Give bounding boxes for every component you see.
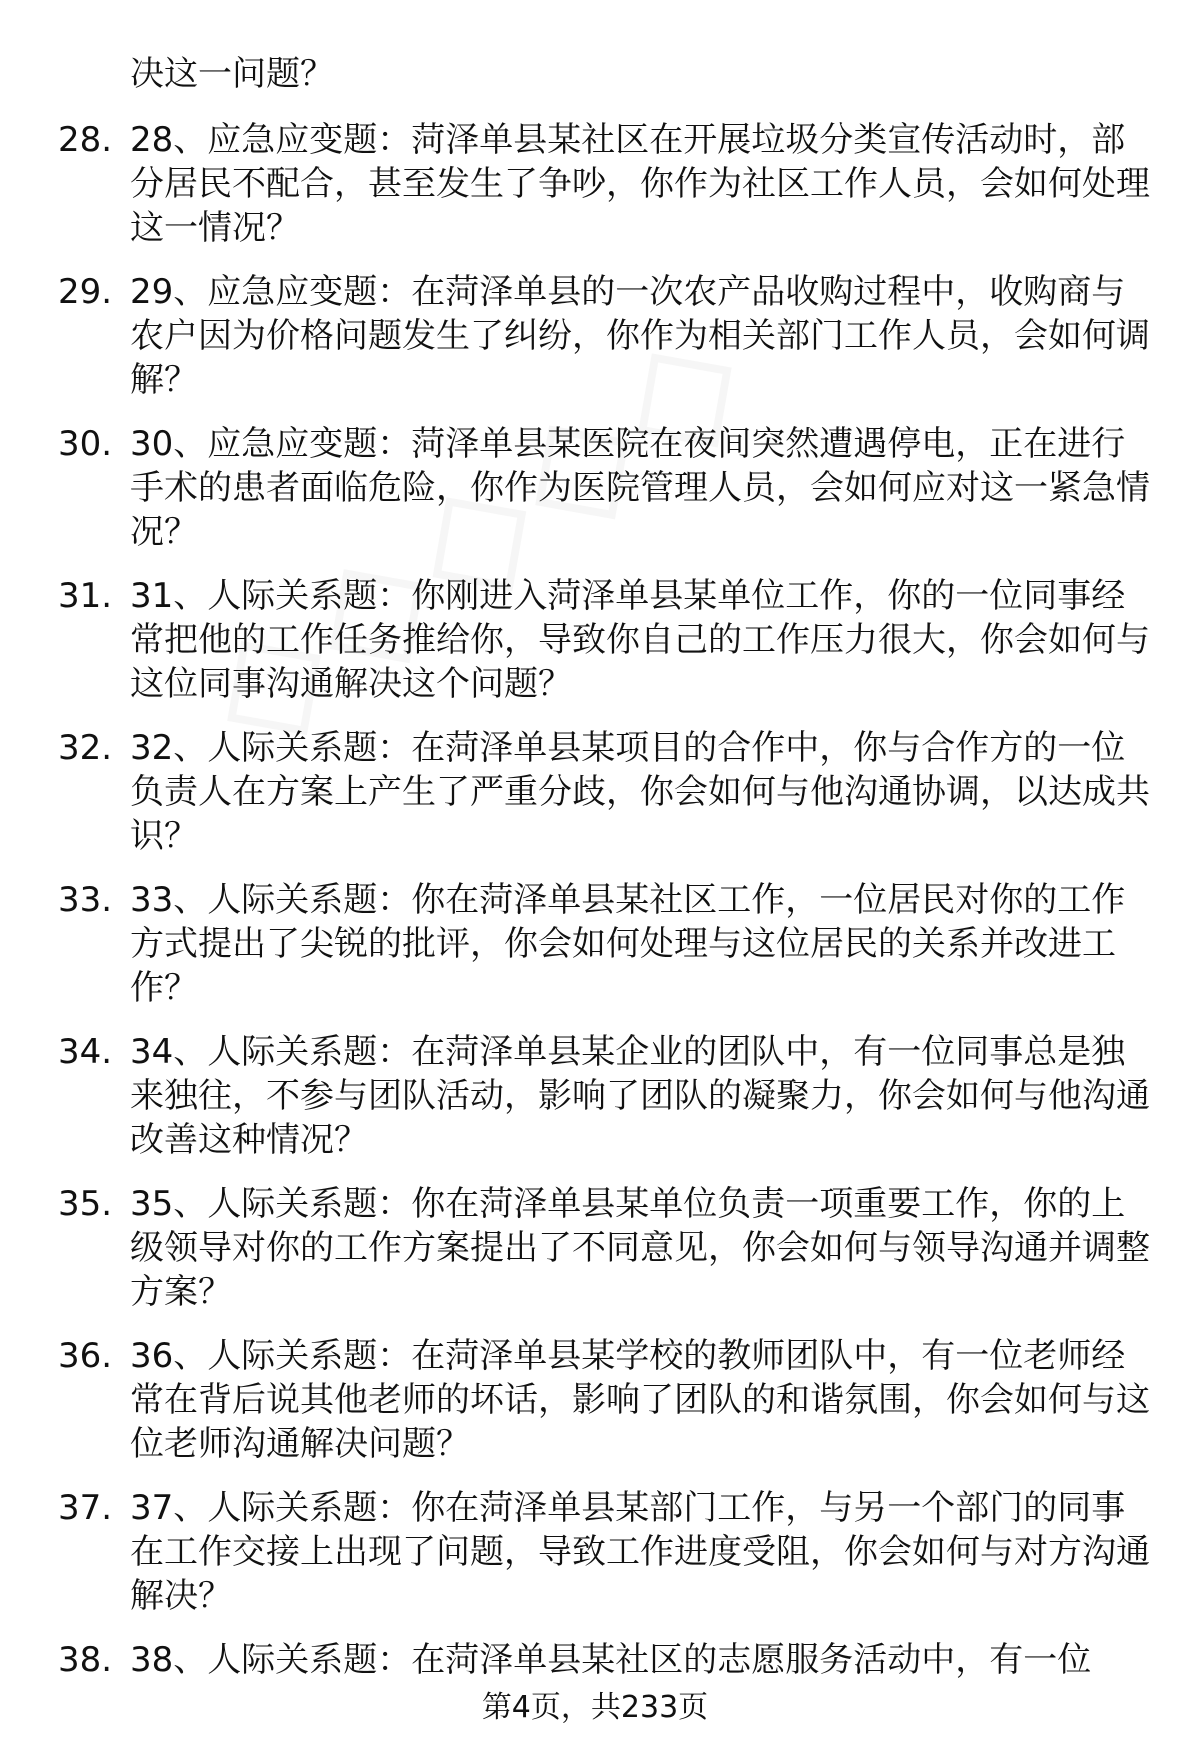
question-number: 33.: [58, 880, 113, 920]
question-item: [0, 574, 1190, 706]
continuation-text: 决这一问题？: [130, 54, 334, 94]
question-number: 29.: [58, 272, 113, 312]
question-number: 28.: [58, 120, 113, 160]
question-number: 36.: [58, 1336, 113, 1376]
question-text: 29、应急应变题：在菏泽单县的一次农产品收购过程中，收购商与农户因为价格问题发生了纠纷，你作为相关部门工作人员，会如何调解？: [130, 272, 1150, 400]
question-text: 36、人际关系题：在菏泽单县某学校的教师团队中，有一位老师经常在背后说其他老师的坏话，影响了团队的和谐氛围，你会如何与这位老师沟通解决问题？: [130, 1336, 1150, 1464]
question-item: [0, 878, 1190, 1010]
question-item: [0, 1334, 1190, 1466]
question-number: 38.: [58, 1640, 113, 1680]
question-item: [0, 422, 1190, 554]
question-text: 31、人际关系题：你刚进入菏泽单县某单位工作，你的一位同事经常把他的工作任务推给你，导致你自己的工作压力很大，你会如何与这位同事沟通解决这个问题？: [130, 576, 1150, 704]
question-number: 31.: [58, 576, 113, 616]
question-number: 32.: [58, 728, 113, 768]
question-item: [0, 1638, 1190, 1682]
question-item: [0, 1030, 1190, 1162]
question-item: [0, 1486, 1190, 1618]
question-number: 30.: [58, 424, 113, 464]
question-item: [0, 270, 1190, 402]
question-text: 33、人际关系题：你在菏泽单县某社区工作，一位居民对你的工作方式提出了尖锐的批评，你会如何处理与这位居民的关系并改进工作？: [130, 880, 1126, 1008]
question-item: [0, 1182, 1190, 1314]
question-text: 35、人际关系题：你在菏泽单县某单位负责一项重要工作，你的上级领导对你的工作方案提出了不同意见，你会如何与领导沟通并调整方案？: [130, 1184, 1150, 1312]
question-item: [0, 726, 1190, 858]
question-text: 38、人际关系题：在菏泽单县某社区的志愿服务活动中，有一位: [130, 1640, 1092, 1680]
question-text: 37、人际关系题：你在菏泽单县某部门工作，与另一个部门的同事在工作交接上出现了问题，导致工作进度受阻，你会如何与对方沟通解决？: [130, 1488, 1150, 1616]
page-footer: 第4页，共233页: [481, 1690, 709, 1725]
question-text: 30、应急应变题：菏泽单县某医院在夜间突然遭遇停电，正在进行手术的患者面临危险，你作为医院管理人员，会如何应对这一紧急情况？: [130, 424, 1150, 552]
question-text: 34、人际关系题：在菏泽单县某企业的团队中，有一位同事总是独来独往，不参与团队活动，影响了团队的凝聚力，你会如何与他沟通改善这种情况？: [130, 1032, 1150, 1160]
question-item: [0, 118, 1190, 250]
question-text: 28、应急应变题：菏泽单县某社区在开展垃圾分类宣传活动时，部分居民不配合，甚至发生了争吵，你作为社区工作人员，会如何处理这一情况？: [130, 120, 1150, 248]
question-number: 35.: [58, 1184, 113, 1224]
question-number: 34.: [58, 1032, 113, 1072]
question-list: [0, 118, 1190, 1702]
question-number: 37.: [58, 1488, 113, 1528]
question-text: 32、人际关系题：在菏泽单县某项目的合作中，你与合作方的一位负责人在方案上产生了严重分歧，你会如何与他沟通协调，以达成共识？: [130, 728, 1150, 856]
